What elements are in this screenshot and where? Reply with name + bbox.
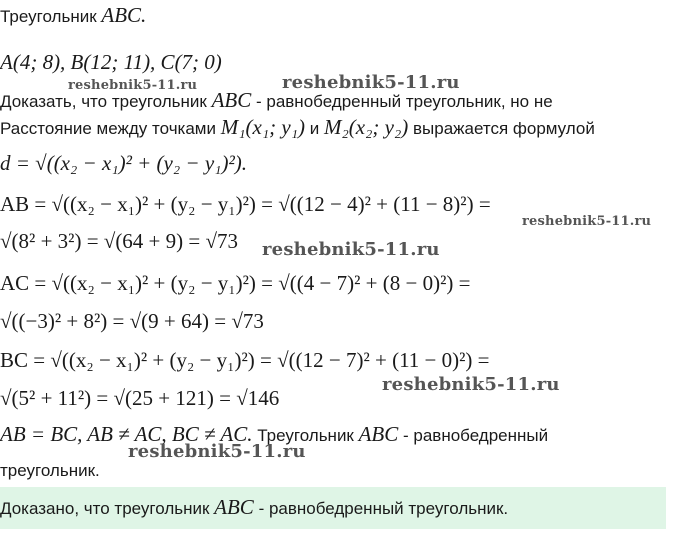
prove-math: ABC xyxy=(211,88,252,112)
ab-line-1: AB = √((x₂ − x₁)² + (y₂ − y₁)²) = √((12 − 4)² + (11 − 8)²) = xyxy=(0,192,491,216)
watermark-4: reshebnik5-11.ru xyxy=(262,239,440,260)
bc-line-2: √(5² + 11²) = √(25 + 121) = √146 xyxy=(0,386,280,410)
distance-and: и xyxy=(309,119,320,138)
title-text: Треугольник xyxy=(0,7,97,26)
proved-text xyxy=(0,495,508,521)
prove-pre: Доказать, что треугольник xyxy=(0,92,207,111)
proved-box xyxy=(0,487,666,529)
distance-formula: d = √((x₂ − x₁)² + (y₂ − y₁)²). xyxy=(0,151,247,175)
conclusion-math2: ABC xyxy=(358,422,399,446)
bc-line-1: BC = √((x₂ − x₁)² + (y₂ − y₁)²) = √((12 − 7)² + (11 − 0)²) = xyxy=(0,348,490,372)
proved-math: ABC xyxy=(214,495,254,519)
ac-line-2: √((−3)² + 8²) = √(9 + 64) = √73 xyxy=(0,309,264,333)
points-line: A(4; 8), B(12; 11), C(7; 0) xyxy=(0,50,222,74)
watermark-3: reshebnik5-11.ru xyxy=(522,214,652,229)
conclusion-line-2: треугольник. xyxy=(0,461,100,480)
ab-line-2: √(8² + 3²) = √(64 + 9) = √73 xyxy=(0,229,239,253)
problem-title xyxy=(0,4,146,28)
proved-pre: Доказано, что треугольник xyxy=(0,499,210,518)
distance-m1: M₁(x₁; y₁) xyxy=(220,115,306,139)
distance-pre: Расстояние между точками xyxy=(0,119,216,138)
distance-post: выражается формулой xyxy=(413,119,595,138)
conclusion-math: AB = BC, AB ≠ AC, BC ≠ AC. xyxy=(0,422,253,446)
watermark-6: reshebnik5-11.ru xyxy=(128,441,306,462)
proved-post: - равнобедренный треугольник. xyxy=(258,499,509,518)
watermark-1: reshebnik5-11.ru xyxy=(68,78,198,93)
ac-line-1: AC = √((x₂ − x₁)² + (y₂ − y₁)²) = √((4 − 7)² + (8 − 0)²) = xyxy=(0,271,471,295)
distance-m2: M₂(x₂; y₂) xyxy=(323,115,409,139)
watermark-5: reshebnik5-11.ru xyxy=(382,374,560,395)
distance-line xyxy=(0,116,595,140)
prove-post: - равнобедренный треугольник, но не xyxy=(255,92,553,111)
conclusion-post: - равнобедренный xyxy=(403,426,549,445)
watermark-2: reshebnik5-11.ru xyxy=(282,72,460,93)
title-math: ABC. xyxy=(101,3,147,27)
conclusion-text: Треугольник xyxy=(257,426,354,445)
